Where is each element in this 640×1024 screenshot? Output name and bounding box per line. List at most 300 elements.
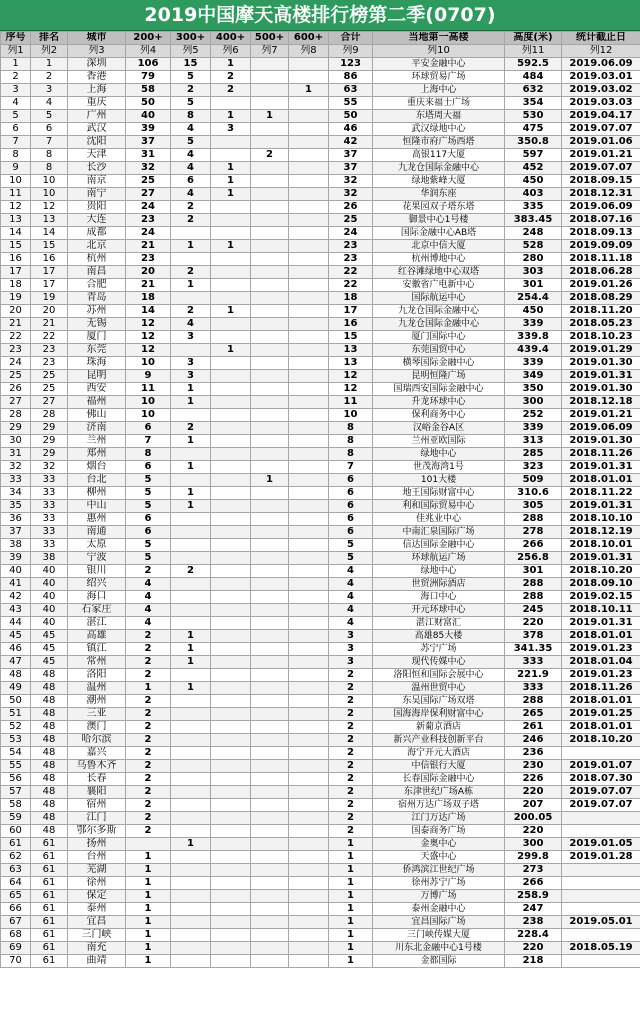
cell-height: 288: [505, 513, 562, 526]
cell-count-300: 5: [171, 71, 211, 84]
cell-building: 红谷滩绿地中心双塔: [373, 266, 505, 279]
cell-rank: 2: [31, 71, 68, 84]
cell-building: 湛江财富汇: [373, 617, 505, 630]
cell-date: 2018.08.29: [562, 292, 640, 305]
table-row: [1, 955, 640, 968]
subheader-row: [1, 45, 640, 58]
cell-height: 632: [505, 84, 562, 97]
cell-count-300: 2: [171, 201, 211, 214]
cell-total: 37: [329, 149, 373, 162]
cell-count-300: [171, 890, 211, 903]
table-row: [1, 188, 640, 201]
cell-total: 2: [329, 669, 373, 682]
cell-building: 温州世贸中心: [373, 682, 505, 695]
cell-count-300: [171, 799, 211, 812]
cell-count-600: [289, 604, 329, 617]
cell-count-500: [251, 240, 289, 253]
cell-building: 东莞国贸中心: [373, 344, 505, 357]
cell-date: 2019.01.25: [562, 708, 640, 721]
cell-date: [562, 903, 640, 916]
cell-count-300: 5: [171, 97, 211, 110]
cell-count-200: 39: [126, 123, 171, 136]
cell-count-300: [171, 253, 211, 266]
cell-date: 2018.01.01: [562, 474, 640, 487]
cell-city: 银川: [68, 565, 126, 578]
cell-count-400: 2: [211, 84, 251, 97]
cell-index: 15: [1, 240, 31, 253]
cell-count-400: [211, 539, 251, 552]
cell-building: 厦门国际中心: [373, 331, 505, 344]
cell-city: 宜昌: [68, 916, 126, 929]
cell-index: 22: [1, 331, 31, 344]
cell-building: 江门万达广场: [373, 812, 505, 825]
cell-count-300: 4: [171, 162, 211, 175]
cell-city: 洛阳: [68, 669, 126, 682]
cell-rank: 61: [31, 877, 68, 890]
cell-date: 2019.01.05: [562, 838, 640, 851]
cell-total: 23: [329, 240, 373, 253]
cell-city: 福州: [68, 396, 126, 409]
table-row: [1, 786, 640, 799]
cell-height: 335: [505, 201, 562, 214]
cell-total: 2: [329, 708, 373, 721]
cell-date: 2018.06.28: [562, 266, 640, 279]
cell-building: 花果园双子塔东塔: [373, 201, 505, 214]
cell-count-200: 8: [126, 448, 171, 461]
cell-count-500: [251, 305, 289, 318]
cell-count-300: 1: [171, 240, 211, 253]
cell-count-500: [251, 747, 289, 760]
cell-count-300: [171, 903, 211, 916]
cell-date: 2018.10.23: [562, 331, 640, 344]
cell-rank: 40: [31, 578, 68, 591]
cell-count-200: 27: [126, 188, 171, 201]
cell-total: 4: [329, 604, 373, 617]
cell-total: 1: [329, 942, 373, 955]
cell-date: 2018.11.20: [562, 305, 640, 318]
cell-city: 贵阳: [68, 201, 126, 214]
cell-count-500: [251, 136, 289, 149]
cell-total: 123: [329, 58, 373, 71]
cell-rank: 16: [31, 253, 68, 266]
cell-city: 镇江: [68, 643, 126, 656]
cell-index: 27: [1, 396, 31, 409]
cell-height: 207: [505, 799, 562, 812]
cell-index: 33: [1, 474, 31, 487]
table-row: [1, 617, 640, 630]
cell-height: 300: [505, 838, 562, 851]
table-row: [1, 461, 640, 474]
cell-height: 278: [505, 526, 562, 539]
cell-count-400: [211, 669, 251, 682]
cell-count-200: 1: [126, 929, 171, 942]
cell-count-400: [211, 838, 251, 851]
cell-height: 339: [505, 357, 562, 370]
cell-rank: 48: [31, 786, 68, 799]
cell-city: 徐州: [68, 877, 126, 890]
cell-count-300: 5: [171, 136, 211, 149]
cell-count-400: 1: [211, 344, 251, 357]
cell-count-500: [251, 708, 289, 721]
cell-count-600: [289, 916, 329, 929]
cell-count-300: [171, 760, 211, 773]
cell-building: 长春国际金融中心: [373, 773, 505, 786]
cell-count-600: [289, 110, 329, 123]
table-row: [1, 435, 640, 448]
cell-count-500: [251, 344, 289, 357]
cell-city: 郑州: [68, 448, 126, 461]
cell-count-200: 7: [126, 435, 171, 448]
cell-count-300: [171, 552, 211, 565]
cell-index: 60: [1, 825, 31, 838]
cell-total: 32: [329, 188, 373, 201]
cell-count-400: 1: [211, 58, 251, 71]
cell-rank: 32: [31, 461, 68, 474]
cell-rank: 48: [31, 695, 68, 708]
table-row: [1, 942, 640, 955]
cell-building: 洛阳恒和国际会展中心: [373, 669, 505, 682]
cell-count-500: [251, 513, 289, 526]
cell-count-200: 2: [126, 799, 171, 812]
cell-city: 上海: [68, 84, 126, 97]
cell-count-300: [171, 825, 211, 838]
column-header-count-600: 600+: [289, 32, 329, 45]
cell-city: 厦门: [68, 331, 126, 344]
cell-count-300: [171, 864, 211, 877]
table-row: [1, 812, 640, 825]
cell-building: 天盛中心: [373, 851, 505, 864]
cell-count-500: [251, 331, 289, 344]
cell-city: 南昌: [68, 266, 126, 279]
cell-count-400: [211, 812, 251, 825]
cell-rank: 7: [31, 136, 68, 149]
cell-city: 兰州: [68, 435, 126, 448]
cell-city: 南宁: [68, 188, 126, 201]
cell-building: 东塔周大福: [373, 110, 505, 123]
table-row: [1, 682, 640, 695]
cell-count-400: [211, 643, 251, 656]
cell-count-600: [289, 370, 329, 383]
cell-height: 339: [505, 318, 562, 331]
cell-count-600: [289, 396, 329, 409]
cell-count-600: [289, 97, 329, 110]
cell-rank: 48: [31, 799, 68, 812]
cell-date: 2018.11.26: [562, 448, 640, 461]
cell-rank: 48: [31, 734, 68, 747]
cell-date: 2019.07.07: [562, 799, 640, 812]
cell-city: 武汉: [68, 123, 126, 136]
cell-index: 40: [1, 565, 31, 578]
cell-building: 三门峡传媒大厦: [373, 929, 505, 942]
cell-rank: 61: [31, 916, 68, 929]
cell-rank: 33: [31, 500, 68, 513]
table-row: [1, 136, 640, 149]
table-row: [1, 500, 640, 513]
cell-count-500: 2: [251, 149, 289, 162]
cell-building: 世茂海湾1号: [373, 461, 505, 474]
cell-rank: 8: [31, 149, 68, 162]
cell-building: 九龙仓国际金融中心: [373, 162, 505, 175]
cell-count-500: [251, 383, 289, 396]
cell-rank: 48: [31, 721, 68, 734]
cell-count-600: [289, 383, 329, 396]
cell-count-500: [251, 97, 289, 110]
cell-date: 2019.01.26: [562, 279, 640, 292]
table-row: [1, 305, 640, 318]
cell-count-600: [289, 435, 329, 448]
cell-count-300: [171, 942, 211, 955]
cell-rank: 29: [31, 448, 68, 461]
table-row: [1, 838, 640, 851]
cell-city: 北京: [68, 240, 126, 253]
table-row: [1, 825, 640, 838]
cell-date: 2018.11.22: [562, 487, 640, 500]
cell-count-500: [251, 214, 289, 227]
cell-count-600: [289, 188, 329, 201]
cell-count-200: 11: [126, 383, 171, 396]
cell-count-500: [251, 461, 289, 474]
cell-city: 成都: [68, 227, 126, 240]
cell-height: 310.6: [505, 487, 562, 500]
cell-count-500: [251, 500, 289, 513]
cell-rank: 25: [31, 383, 68, 396]
cell-date: 2019.03.03: [562, 97, 640, 110]
cell-count-400: 1: [211, 188, 251, 201]
cell-building: 保利商务中心: [373, 409, 505, 422]
cell-height: 484: [505, 71, 562, 84]
cell-date: 2019.04.17: [562, 110, 640, 123]
column-subheader-count-600: 列8: [289, 45, 329, 58]
cell-rank: 48: [31, 708, 68, 721]
cell-rank: 29: [31, 422, 68, 435]
cell-index: 30: [1, 435, 31, 448]
cell-date: 2019.02.15: [562, 591, 640, 604]
table-row: [1, 734, 640, 747]
cell-height: 273: [505, 864, 562, 877]
table-row: [1, 578, 640, 591]
cell-count-600: [289, 552, 329, 565]
cell-count-500: [251, 487, 289, 500]
cell-total: 6: [329, 487, 373, 500]
cell-city: 台北: [68, 474, 126, 487]
cell-count-400: [211, 760, 251, 773]
cell-city: 泰州: [68, 903, 126, 916]
cell-index: 34: [1, 487, 31, 500]
cell-count-600: [289, 682, 329, 695]
cell-city: 湛江: [68, 617, 126, 630]
cell-count-200: 2: [126, 656, 171, 669]
cell-index: 20: [1, 305, 31, 318]
cell-count-600: [289, 266, 329, 279]
cell-city: 宿州: [68, 799, 126, 812]
cell-total: 8: [329, 435, 373, 448]
cell-count-300: [171, 474, 211, 487]
cell-index: 6: [1, 123, 31, 136]
cell-height: 450: [505, 175, 562, 188]
cell-count-200: 4: [126, 604, 171, 617]
cell-building: 宜昌国际广场: [373, 916, 505, 929]
cell-count-200: 12: [126, 318, 171, 331]
cell-index: 29: [1, 422, 31, 435]
cell-count-200: 10: [126, 357, 171, 370]
cell-count-600: [289, 318, 329, 331]
column-subheader-height: 列11: [505, 45, 562, 58]
cell-rank: 14: [31, 227, 68, 240]
cell-count-300: [171, 526, 211, 539]
cell-count-600: [289, 669, 329, 682]
cell-total: 26: [329, 201, 373, 214]
cell-count-600: [289, 422, 329, 435]
cell-index: 64: [1, 877, 31, 890]
cell-count-500: [251, 838, 289, 851]
cell-height: 452: [505, 162, 562, 175]
cell-count-200: 5: [126, 500, 171, 513]
cell-total: 2: [329, 682, 373, 695]
cell-count-500: [251, 409, 289, 422]
cell-count-300: [171, 955, 211, 968]
cell-count-600: [289, 786, 329, 799]
cell-index: 21: [1, 318, 31, 331]
cell-count-500: [251, 656, 289, 669]
cell-date: 2018.01.01: [562, 721, 640, 734]
cell-count-400: [211, 695, 251, 708]
table-row: [1, 799, 640, 812]
table-row: [1, 591, 640, 604]
cell-count-300: 1: [171, 643, 211, 656]
cell-count-600: [289, 643, 329, 656]
cell-count-400: [211, 318, 251, 331]
cell-count-200: 2: [126, 747, 171, 760]
cell-total: 23: [329, 253, 373, 266]
cell-building: 平安金融中心: [373, 58, 505, 71]
cell-count-200: 1: [126, 955, 171, 968]
column-header-index: 序号: [1, 32, 31, 45]
cell-count-400: [211, 825, 251, 838]
cell-count-500: [251, 669, 289, 682]
cell-count-500: 1: [251, 474, 289, 487]
cell-rank: 45: [31, 630, 68, 643]
cell-total: 4: [329, 565, 373, 578]
cell-count-400: [211, 461, 251, 474]
cell-total: 4: [329, 578, 373, 591]
cell-city: 沈阳: [68, 136, 126, 149]
cell-count-600: [289, 617, 329, 630]
cell-count-500: [251, 201, 289, 214]
cell-index: 58: [1, 799, 31, 812]
cell-height: 230: [505, 760, 562, 773]
cell-total: 1: [329, 955, 373, 968]
cell-count-300: [171, 773, 211, 786]
cell-rank: 33: [31, 474, 68, 487]
cell-count-200: 2: [126, 721, 171, 734]
cell-rank: 33: [31, 513, 68, 526]
table-row: [1, 864, 640, 877]
cell-count-400: 1: [211, 305, 251, 318]
cell-building: 川东北金融中心1号楼: [373, 942, 505, 955]
cell-count-500: [251, 279, 289, 292]
cell-count-300: 4: [171, 149, 211, 162]
cell-date: 2018.12.19: [562, 526, 640, 539]
cell-count-400: [211, 942, 251, 955]
cell-date: 2019.06.09: [562, 201, 640, 214]
cell-count-500: [251, 695, 289, 708]
column-subheader-count-200: 列4: [126, 45, 171, 58]
cell-count-400: [211, 656, 251, 669]
cell-index: 59: [1, 812, 31, 825]
cell-count-300: [171, 617, 211, 630]
table-row: [1, 669, 640, 682]
cell-city: 深圳: [68, 58, 126, 71]
cell-index: 42: [1, 591, 31, 604]
cell-building: 侨鸿滨江世纪广场: [373, 864, 505, 877]
cell-total: 17: [329, 305, 373, 318]
cell-count-200: 2: [126, 812, 171, 825]
cell-building: 信达国际金融中心: [373, 539, 505, 552]
cell-count-500: [251, 253, 289, 266]
cell-count-400: [211, 448, 251, 461]
cell-building: 高银117大厦: [373, 149, 505, 162]
cell-total: 12: [329, 370, 373, 383]
cell-count-600: [289, 123, 329, 136]
cell-index: 44: [1, 617, 31, 630]
table-row: [1, 851, 640, 864]
cell-count-600: [289, 461, 329, 474]
cell-height: 236: [505, 747, 562, 760]
cell-total: 13: [329, 357, 373, 370]
cell-count-300: 2: [171, 305, 211, 318]
cell-height: 530: [505, 110, 562, 123]
cell-count-500: [251, 721, 289, 734]
cell-count-200: 14: [126, 305, 171, 318]
column-subheader-count-500: 列7: [251, 45, 289, 58]
cell-height: 509: [505, 474, 562, 487]
cell-total: 22: [329, 279, 373, 292]
cell-date: 2019.06.09: [562, 422, 640, 435]
table-row: [1, 110, 640, 123]
cell-count-400: [211, 799, 251, 812]
cell-count-600: [289, 175, 329, 188]
cell-building: 环球贸易广场: [373, 71, 505, 84]
cell-count-400: [211, 487, 251, 500]
cell-count-300: 1: [171, 435, 211, 448]
cell-count-300: [171, 292, 211, 305]
cell-height: 450: [505, 305, 562, 318]
cell-count-500: [251, 526, 289, 539]
cell-date: 2019.03.02: [562, 84, 640, 97]
cell-count-200: 1: [126, 916, 171, 929]
cell-height: 288: [505, 578, 562, 591]
cell-count-300: [171, 695, 211, 708]
cell-index: 68: [1, 929, 31, 942]
cell-date: 2019.01.31: [562, 370, 640, 383]
cell-index: 9: [1, 162, 31, 175]
cell-index: 43: [1, 604, 31, 617]
cell-count-200: 4: [126, 591, 171, 604]
cell-index: 63: [1, 864, 31, 877]
cell-count-500: [251, 448, 289, 461]
cell-city: 西安: [68, 383, 126, 396]
cell-height: 303: [505, 266, 562, 279]
cell-date: [562, 877, 640, 890]
cell-building: 新葡京酒店: [373, 721, 505, 734]
cell-building: 新兴产业科技创新平台: [373, 734, 505, 747]
cell-date: 2019.01.28: [562, 851, 640, 864]
cell-rank: 29: [31, 435, 68, 448]
cell-building: 地王国际财富中心: [373, 487, 505, 500]
cell-index: 25: [1, 370, 31, 383]
cell-height: 248: [505, 227, 562, 240]
cell-count-200: 20: [126, 266, 171, 279]
